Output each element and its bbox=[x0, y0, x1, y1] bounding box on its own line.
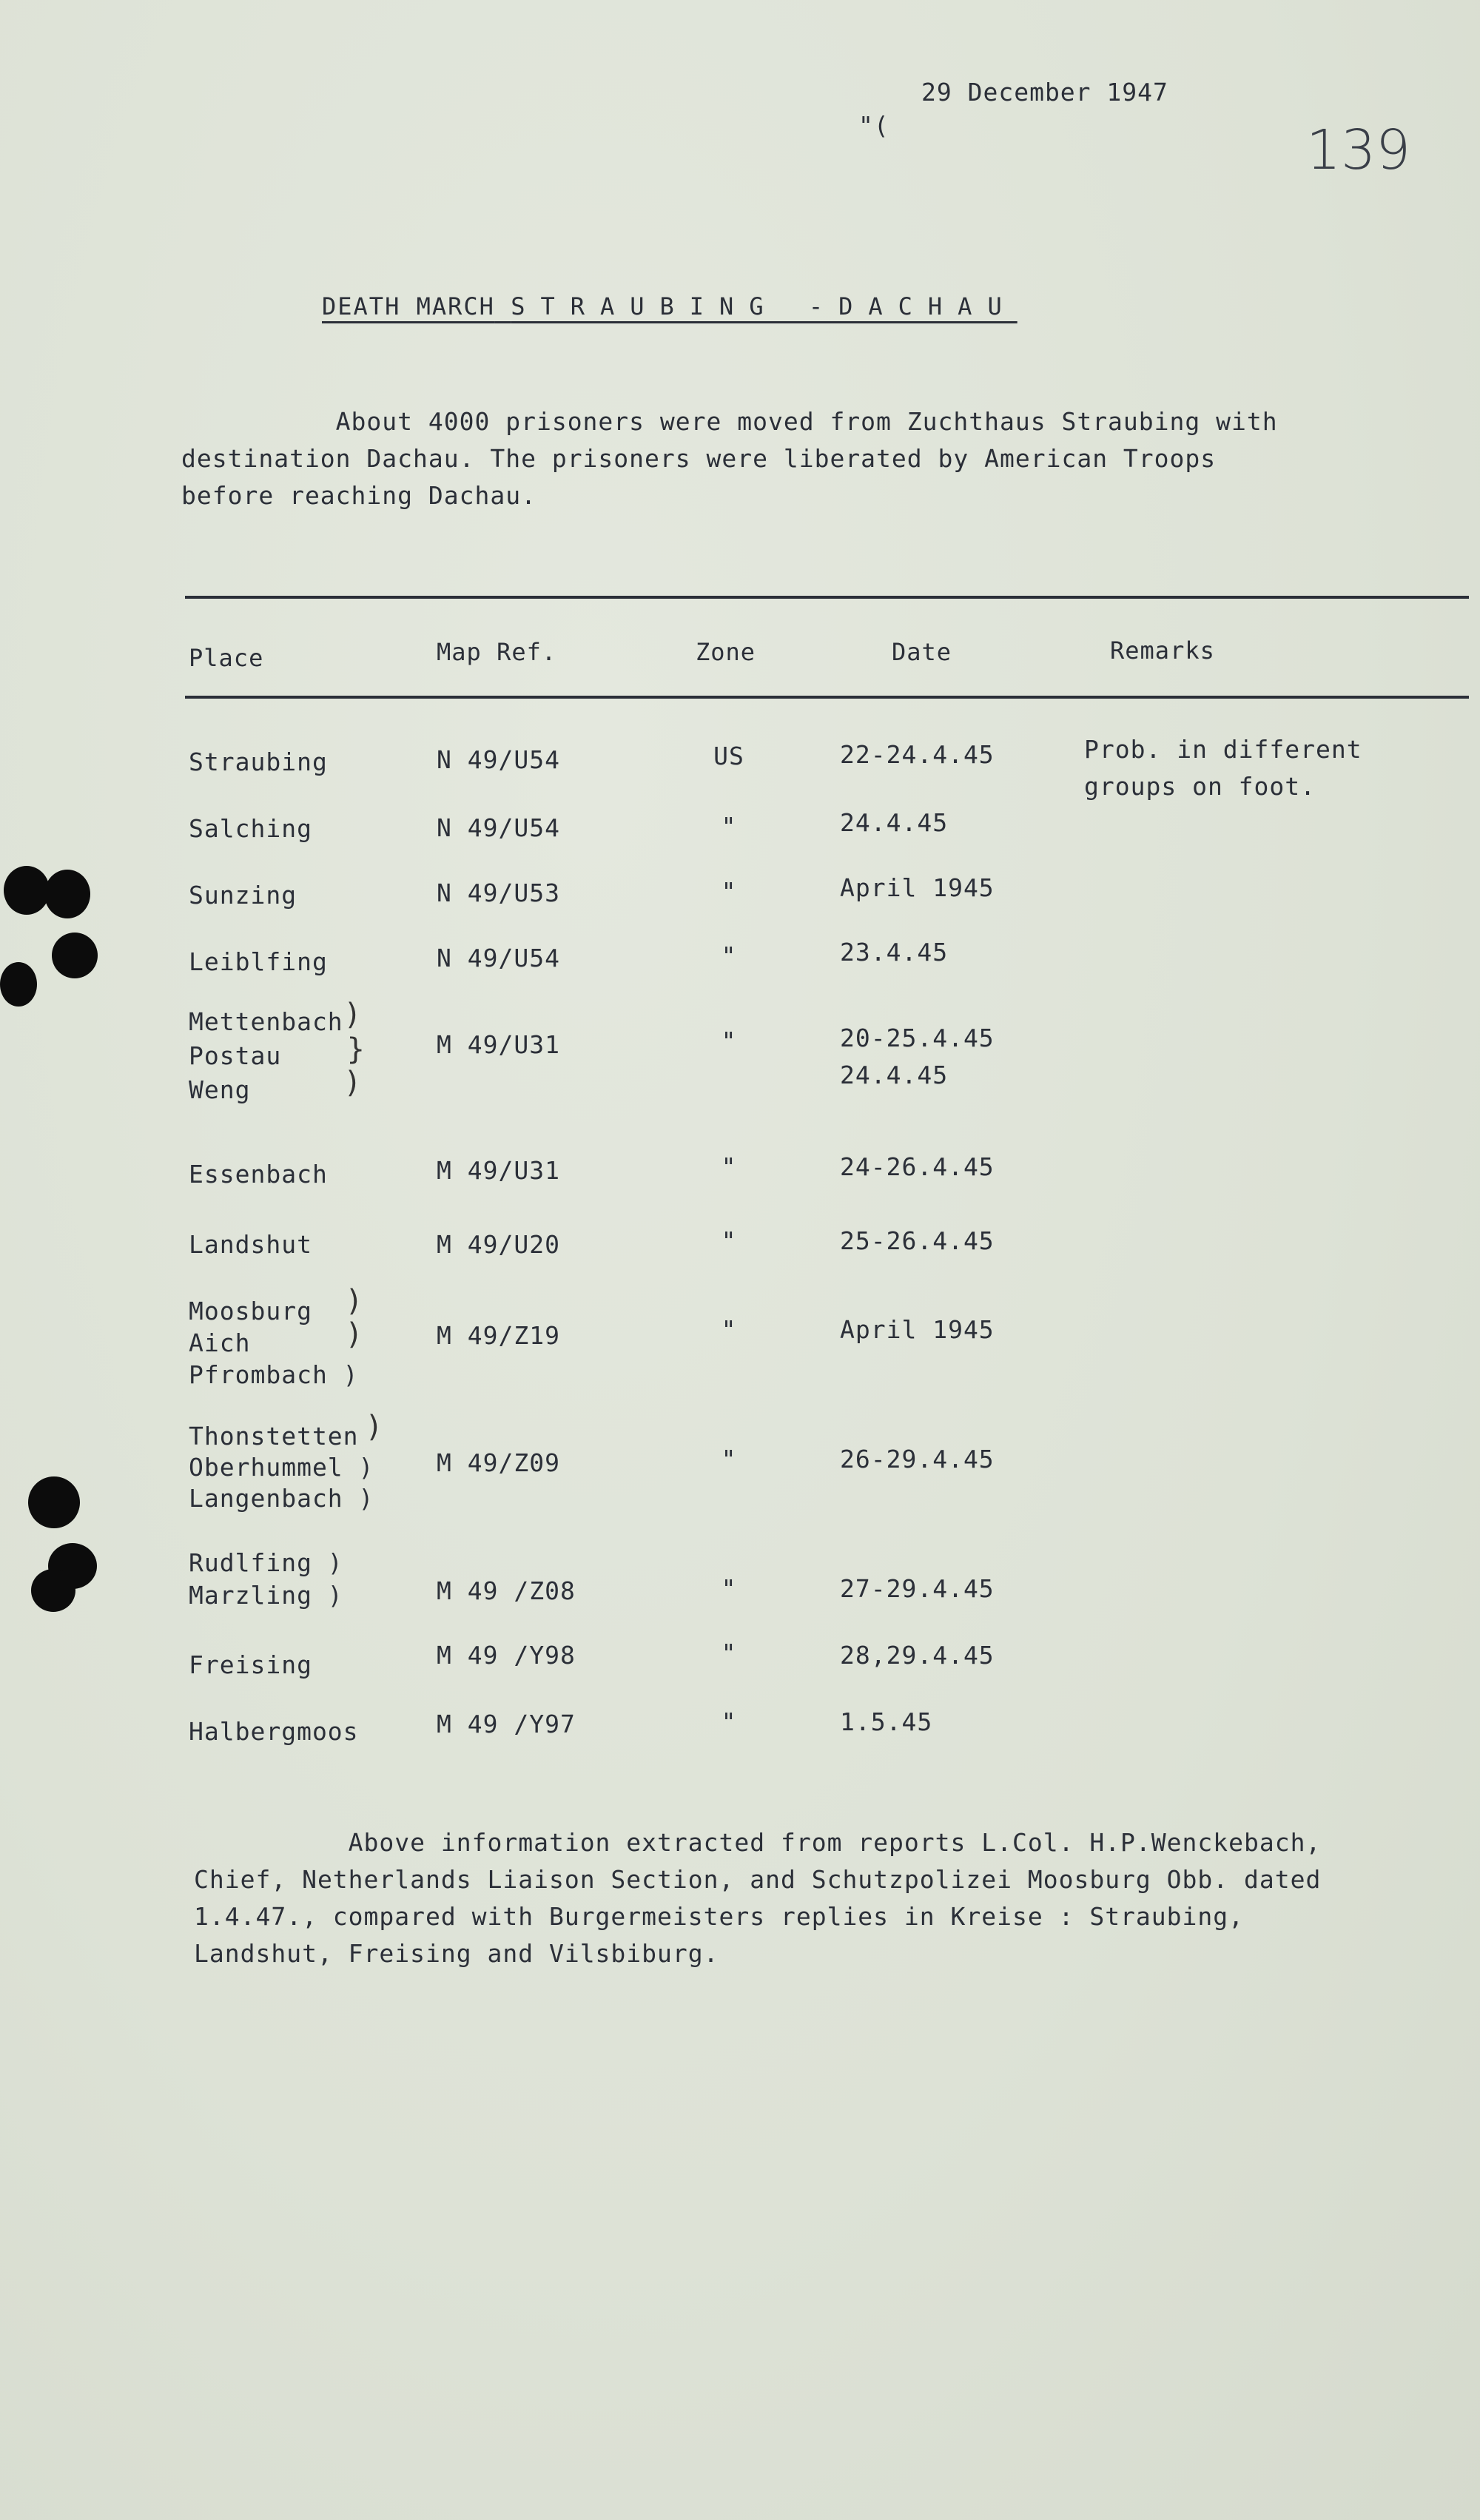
document-date: 29 December 1947 bbox=[921, 78, 1168, 107]
title-part-2: STRAUBING -DACHAU bbox=[511, 292, 1018, 320]
header-place: Place bbox=[189, 644, 264, 672]
grouping-brace: ) bbox=[348, 1284, 360, 1318]
grouping-brace: } bbox=[346, 1032, 366, 1066]
table-row-place: Halbergmoos bbox=[189, 1717, 359, 1746]
table-row-mapref: M 49 /Z08 bbox=[437, 1576, 576, 1605]
table-row-zone: " bbox=[721, 1315, 737, 1344]
table-row-mapref: M 49 /Y98 bbox=[437, 1641, 576, 1670]
header-zone: Zone bbox=[696, 638, 756, 666]
table-row-zone: " bbox=[721, 812, 737, 841]
table-row-date: 1.5.45 bbox=[840, 1707, 933, 1736]
punch-hole bbox=[31, 1569, 75, 1612]
table-row-mapref: M 49 /Y97 bbox=[437, 1710, 576, 1738]
table-row-place: Freising bbox=[189, 1650, 312, 1679]
intro-paragraph: About 4000 prisoners were moved from Zuchthaus Straubing with destination Dachau. The prisoners were liberated by American Troops before reaching Dachau. bbox=[181, 407, 1278, 510]
table-row-zone: " bbox=[721, 877, 737, 906]
grouping-brace: ) bbox=[368, 1410, 380, 1444]
table-row-place: Essenbach bbox=[189, 1160, 328, 1189]
table-row-zone: " bbox=[721, 1226, 737, 1255]
header-remarks: Remarks bbox=[1110, 636, 1215, 665]
table-row-mapref: M 49/U31 bbox=[437, 1156, 560, 1185]
table-row-date: April 1945 bbox=[840, 1315, 995, 1344]
table-row-date: 23.4.45 bbox=[840, 938, 949, 967]
table-row-zone: " bbox=[721, 1152, 737, 1181]
table-row-mapref: M 49/U20 bbox=[437, 1230, 560, 1259]
table-row-place: Straubing bbox=[189, 747, 328, 776]
header-date: Date bbox=[892, 638, 952, 666]
punch-hole bbox=[4, 866, 50, 915]
table-row-place: Salching bbox=[189, 814, 312, 843]
document-title bbox=[322, 292, 1018, 320]
table-row-zone: " bbox=[721, 1445, 737, 1474]
table-row-place: Moosburg Aich Pfrombach ) bbox=[189, 1297, 359, 1389]
table-row-date: 25-26.4.45 bbox=[840, 1226, 995, 1255]
table-row-place: Sunzing bbox=[189, 881, 297, 910]
table-row-date: 22-24.4.45 bbox=[840, 740, 995, 769]
table-row-date: 28,29.4.45 bbox=[840, 1641, 995, 1670]
table-row-place: Mettenbach Postau Weng bbox=[189, 1007, 343, 1104]
table-row-zone: " bbox=[721, 1639, 737, 1667]
table-row-date: 24-26.4.45 bbox=[840, 1152, 995, 1181]
table-row-mapref: M 49/Z09 bbox=[437, 1448, 560, 1477]
grouping-brace: ) bbox=[348, 1317, 360, 1351]
punch-hole bbox=[52, 933, 98, 978]
table-row-zone: " bbox=[721, 1574, 737, 1603]
punch-hole bbox=[44, 870, 90, 918]
header-map-ref: Map Ref. bbox=[437, 638, 557, 666]
table-row-zone: US bbox=[713, 742, 744, 770]
table-row-remarks: Prob. in different groups on foot. bbox=[1084, 735, 1362, 801]
table-row-mapref: M 49/U31 bbox=[437, 1030, 560, 1059]
source-note: Above information extracted from reports L.Col. H.P.Wenckebach, Chief, Netherlands Liaison Section, and Schutzpolizei Moosburg Obb. dated 1.4.47., compared with Burgermeisters replies in Kreise : Straubing, Landshut, Freising and Vilsbiburg. bbox=[194, 1828, 1322, 1968]
table-row-mapref: N 49/U54 bbox=[437, 813, 560, 842]
table-row-place: Leiblfing bbox=[189, 947, 328, 976]
table-row-date: 24.4.45 bbox=[840, 808, 949, 837]
table-row-zone: " bbox=[721, 1707, 737, 1736]
table-row-mapref: N 49/U54 bbox=[437, 745, 560, 774]
grouping-brace: ) bbox=[346, 998, 358, 1032]
grouping-brace: ) bbox=[346, 1066, 358, 1100]
table-row-date: 27-29.4.45 bbox=[840, 1574, 995, 1603]
punch-hole bbox=[0, 962, 37, 1007]
table-row-date: 26-29.4.45 bbox=[840, 1445, 995, 1474]
punch-hole bbox=[28, 1476, 80, 1528]
table-top-rule bbox=[185, 596, 1469, 599]
table-row-zone: " bbox=[721, 941, 737, 970]
table-row-place: Thonstetten Oberhummel ) Langenbach ) bbox=[189, 1422, 374, 1513]
table-row-mapref: N 49/U54 bbox=[437, 944, 560, 972]
table-row-date: April 1945 bbox=[840, 873, 995, 902]
ditto-mark: "( bbox=[858, 111, 889, 140]
table-header-rule bbox=[185, 696, 1469, 699]
page-number: 139 bbox=[1306, 118, 1411, 182]
table-row-place: Landshut bbox=[189, 1230, 312, 1259]
table-row-date: 20-25.4.45 24.4.45 bbox=[840, 1024, 995, 1089]
table-row-mapref: N 49/U53 bbox=[437, 878, 560, 907]
table-row-place: Rudlfing ) Marzling ) bbox=[189, 1548, 343, 1610]
table-row-zone: " bbox=[721, 1027, 737, 1055]
title-part-1: DEATH MARCH bbox=[322, 292, 495, 320]
table-row-mapref: M 49/Z19 bbox=[437, 1321, 560, 1350]
